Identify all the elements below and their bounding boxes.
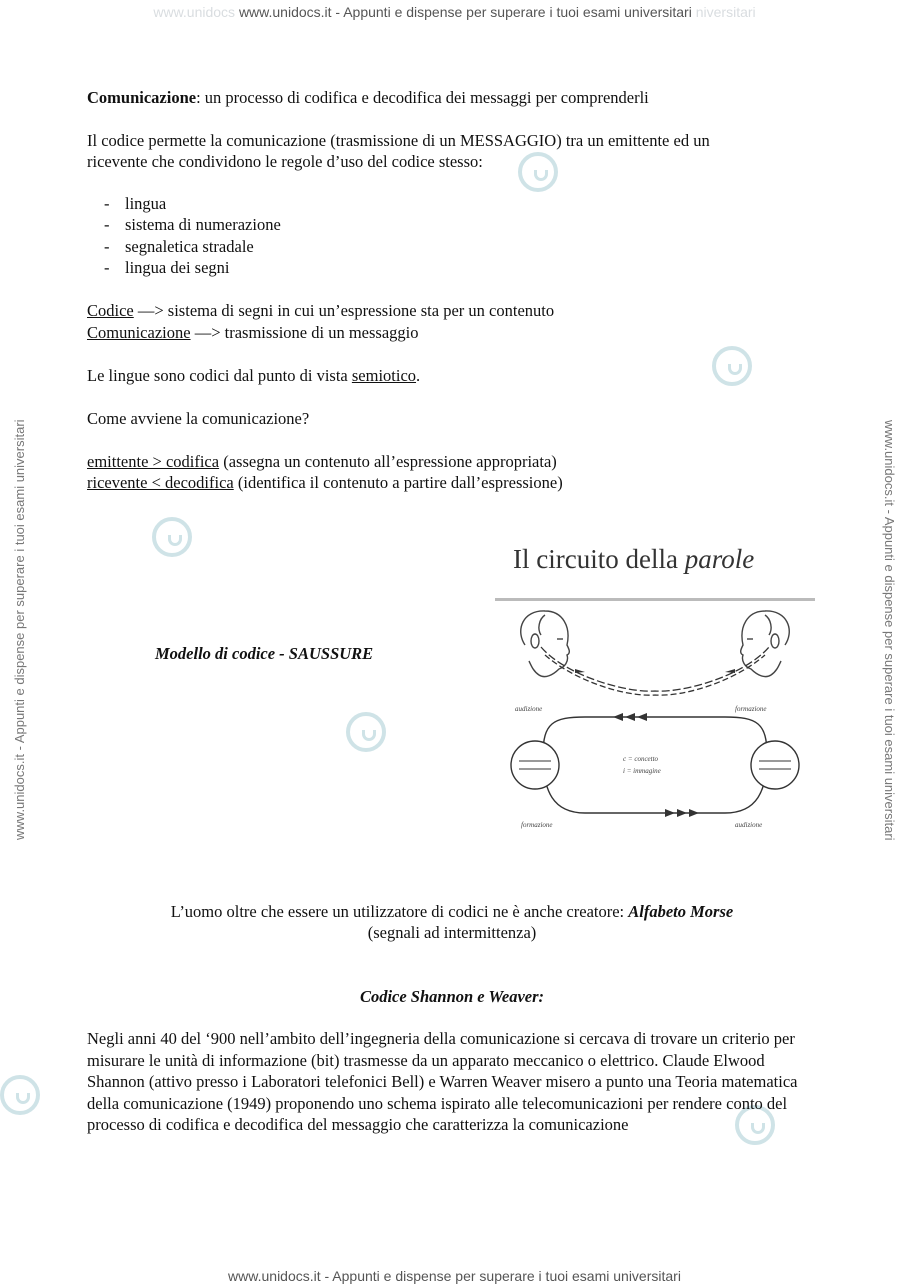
shannon-paragraph: Negli anni 40 del ‘900 nell’ambito dell’ingegneria della comunicazione si cercava di trovare un criterio per misurare le unità di informazione (bit) trasmesse da un apparato meccanico o elettrico. Claude Elwood Shannon (attivo presso i Laboratori telefonici Bell) e Warren Weaver misero a punto una Teoria matematica della comunicazione (1949) proponendo uno schema ispirato alle telecomunicazioni per rendere conto del processo di codifica e decodifica del messaggio che caratterizza la comunicazione (87, 1029, 798, 1135)
definition-text: —> trasmissione di un messaggio (190, 323, 419, 342)
right-brain-circle (751, 741, 799, 789)
arrow-head-icon (575, 669, 585, 673)
figure-title-italic: parole (684, 544, 755, 574)
watermark-top (0, 4, 909, 20)
watermark-ghost-right: niversitari (695, 4, 756, 20)
left-brain-circle (511, 741, 559, 789)
morse-term: Alfabeto Morse (628, 902, 734, 921)
label-audizione-left: audizione (515, 705, 543, 713)
semiotic-line (87, 365, 420, 386)
process-ricevente (87, 472, 563, 493)
watermark-right: www.unidocs.it - Appunti e dispense per superare i tuoi esami universitari (882, 420, 897, 841)
unidocs-logo-icon (0, 1075, 40, 1115)
definition-term: Comunicazione (87, 323, 191, 342)
semiotic-post: . (416, 366, 421, 385)
unidocs-logo-icon (712, 346, 752, 386)
semiotic-pre: Le lingue sono codici dal punto di vista (87, 366, 352, 385)
circuit-loop (543, 717, 767, 813)
list-item: - lingua dei segni (104, 257, 281, 278)
examples-list (104, 193, 281, 278)
label-immagine: i = immagine (623, 767, 661, 775)
process-text: (identifica il contenuto a partire dall’espressione) (233, 473, 563, 492)
watermark-left: www.unidocs.it - Appunti e dispense per superare i tuoi esami universitari (12, 419, 27, 840)
unidocs-logo-icon (152, 517, 192, 557)
codice-line-1: Il codice permette la comunicazione (trasmissione di un MESSAGGIO) tra un emittente ed un (87, 131, 710, 150)
unidocs-logo-icon (518, 152, 558, 192)
codice-line-2: ricevente che condividono le regole d’uso del codice stesso: (87, 152, 483, 171)
intro-definition: : un processo di codifica e decodifica dei messaggi per comprenderli (196, 88, 649, 107)
label-formazione-left: formazione (521, 821, 553, 829)
morse-line-1 (87, 901, 817, 922)
intro-line (87, 87, 649, 108)
process-term: emittente > codifica (87, 452, 220, 471)
list-item: - segnaletica stradale (104, 236, 281, 257)
watermark-ghost-left: www.unidocs (153, 4, 236, 20)
label-concetto: c = concetto (623, 755, 659, 763)
definition-text: —> sistema di segni in cui un’espressione sta per un contenuto (133, 301, 555, 320)
list-item: - lingua (104, 193, 281, 214)
model-label: Modello di codice - SAUSSURE (155, 644, 374, 663)
arrow-left-icon (613, 713, 647, 721)
watermark-bottom-text: www.unidocs.it - Appunti e dispense per superare i tuoi esami universitari (228, 1268, 681, 1284)
process-term: ricevente < decodifica (87, 473, 234, 492)
figure-divider (495, 598, 815, 601)
shannon-heading: Codice Shannon e Weaver: (359, 987, 545, 1006)
question-line: Come avviene la comunicazione? (87, 409, 310, 428)
list-item: - sistema di numerazione (104, 214, 281, 235)
figure-title (513, 544, 754, 575)
figure-title-plain: Il circuito della (513, 544, 685, 574)
morse-line-2: (segnali ad intermittenza) (367, 923, 537, 942)
watermark-top-text: www.unidocs.it - Appunti e dispense per superare i tuoi esami universitari (238, 4, 692, 20)
definition-term: Codice (87, 301, 134, 320)
arrow-head-icon (725, 669, 735, 673)
definition-comunicazione (87, 322, 418, 343)
process-text: (assegna un contenuto all’espressione appropriata) (219, 452, 557, 471)
saussure-circuit-diagram (505, 605, 805, 830)
label-audizione-right: audizione (735, 821, 763, 829)
semiotic-term: semiotico (351, 366, 417, 385)
process-emittente (87, 451, 557, 472)
unidocs-logo-icon (346, 712, 386, 752)
intro-term: Comunicazione (87, 88, 197, 107)
speech-arc-bottom (545, 655, 765, 695)
morse-text: L’uomo oltre che essere un utilizzatore di codici ne è anche creatore: (170, 902, 629, 921)
label-formazione-right: formazione (735, 705, 767, 713)
watermark-bottom (0, 1268, 909, 1284)
arrow-right-icon (665, 809, 699, 817)
definition-codice (87, 300, 554, 321)
